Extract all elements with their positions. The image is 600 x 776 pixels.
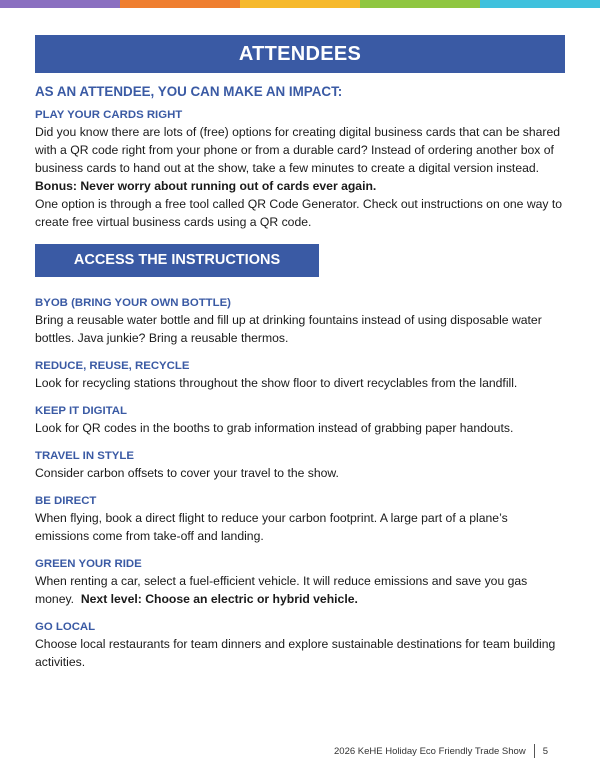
page-number: 5 xyxy=(542,745,548,757)
section-heading: BE DIRECT xyxy=(35,495,97,507)
stripe-green xyxy=(360,0,480,8)
section-body: Look for recycling stations throughout the show floor to divert recyclables from the landfill. xyxy=(35,376,518,390)
section-body: Choose local restaurants for team dinners and explore sustainable destinations for team building activities. xyxy=(35,637,556,669)
access-instructions-button[interactable]: ACCESS THE INSTRUCTIONS xyxy=(35,244,319,277)
page-title-banner: ATTENDEES xyxy=(35,35,565,73)
section-heading: GO LOCAL xyxy=(35,621,96,633)
section-subhead: AS AN ATTENDEE, YOU CAN MAKE AN IMPACT: xyxy=(35,84,343,99)
section-body: When flying, book a direct flight to reduce your carbon footprint. A large part of a plane’s emissions come from take-off and landing. xyxy=(35,511,508,543)
section-heading: TRAVEL IN STYLE xyxy=(35,450,134,462)
section-green-ride xyxy=(35,558,565,608)
color-stripe-bar xyxy=(0,0,600,8)
next-level-text: Next level: Choose an electric or hybrid vehicle. xyxy=(80,592,358,606)
section-body xyxy=(35,123,565,195)
qr-generator-paragraph: One option is through a free tool called QR Code Generator. Check out instructions on one way to create free virtual business cards using a QR code. xyxy=(35,197,563,229)
section-digital xyxy=(35,405,565,437)
section-local xyxy=(35,621,565,671)
section-byob xyxy=(35,297,565,347)
stripe-purple xyxy=(0,0,120,8)
section-recycle xyxy=(35,360,565,392)
section-body: Bring a reusable water bottle and fill up at drinking fountains instead of using disposable water bottles. Java junkie? Bring a reusable thermos. xyxy=(35,313,542,345)
section-heading: GREEN YOUR RIDE xyxy=(35,558,142,570)
body-text: Did you know there are lots of (free) options for creating digital business cards that can be shared with a QR code right from your phone or from a durable card? Instead of ordering another box of business cards to hand out at the show, take a few minutes to create a digital version instead. xyxy=(35,125,561,175)
body-text: When renting a car, select a fuel-efficient vehicle. It will reduce emissions and save you gas money. xyxy=(35,574,528,606)
section-body: Consider carbon offsets to cover your travel to the show. xyxy=(35,466,339,480)
section-heading: BYOB (BRING YOUR OWN BOTTLE) xyxy=(35,297,231,309)
section-travel xyxy=(35,450,565,482)
footer-divider xyxy=(534,744,535,758)
section-heading: KEEP IT DIGITAL xyxy=(35,405,127,417)
stripe-orange xyxy=(120,0,240,8)
section-heading: REDUCE, REUSE, RECYCLE xyxy=(35,360,190,372)
section-body xyxy=(35,572,565,608)
main-content xyxy=(35,84,565,684)
section-body: Look for QR codes in the booths to grab information instead of grabbing paper handouts. xyxy=(35,421,514,435)
section-heading: PLAY YOUR CARDS RIGHT xyxy=(35,109,183,121)
stripe-cyan xyxy=(480,0,600,8)
footer-text: 2026 KeHE Holiday Eco Friendly Trade Show xyxy=(334,745,526,757)
page-footer xyxy=(334,744,548,758)
section-direct xyxy=(35,495,565,545)
section-play-cards xyxy=(35,109,565,231)
stripe-yellow xyxy=(240,0,360,8)
bonus-text: Bonus: Never worry about running out of cards ever again. xyxy=(35,179,377,193)
